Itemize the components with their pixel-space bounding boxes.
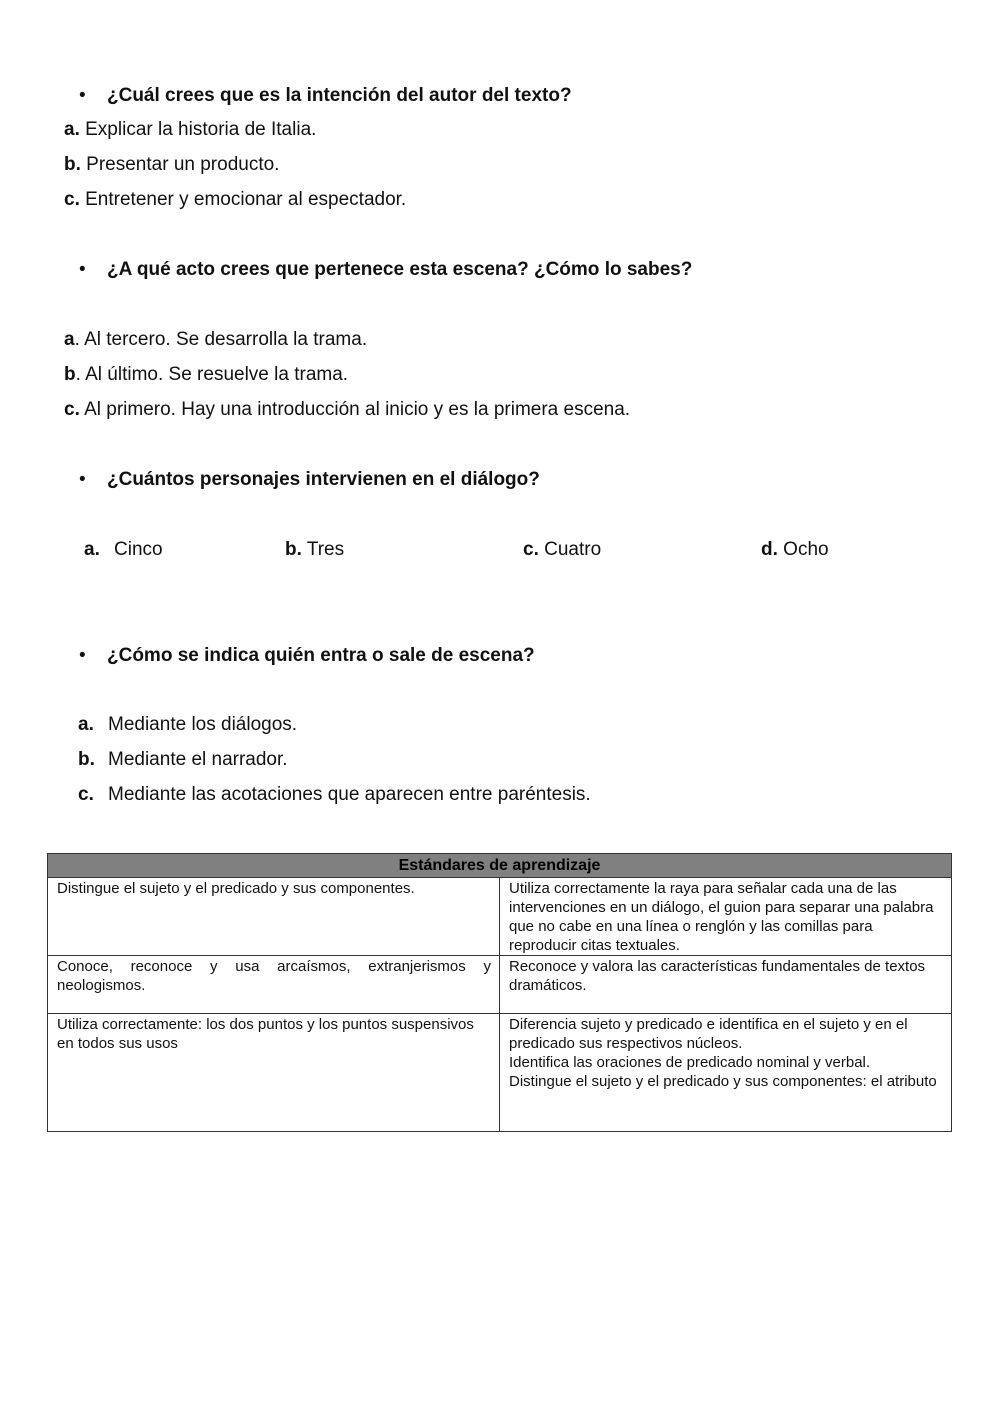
question-3-option-c[interactable] [523,539,601,561]
standards-cell [500,1014,952,1132]
standards-cell: Reconoce y valora las características fundamentales de textos dramáticos. [500,956,952,1014]
question-1-option-a[interactable] [64,119,316,141]
option-letter: a [64,329,75,350]
question-3-option-d[interactable] [761,539,829,561]
question-3-option-a[interactable] [84,539,163,561]
standards-cell: Distingue el sujeto y el predicado y sus componentes. [48,878,500,956]
standards-cell: Utiliza correctamente: los dos puntos y los puntos suspensivos en todos sus usos [48,1014,500,1132]
question-4-option-c[interactable] [78,784,591,806]
option-letter: c. [64,189,80,210]
option-letter: d. [761,539,778,560]
option-letter: b [64,364,76,385]
question-3: ¿Cuántos personajes intervienen en el diálogo? [107,469,540,490]
option-text: . Al último. Se resuelve la trama. [75,364,349,385]
bullet-icon: • [79,85,86,106]
option-text: Al primero. Hay una introducción al inicio y es la primera escena. [79,399,631,420]
option-text: . Al tercero. Se desarrolla la trama. [74,329,368,350]
bullet-icon: • [79,259,86,280]
option-letter: b. [64,154,81,175]
table-row [48,878,952,956]
option-text: Cinco [114,539,163,560]
option-letter: a. [78,714,94,735]
option-letter: c. [78,784,94,805]
option-text: Mediante los diálogos. [108,714,298,735]
question-2-option-b[interactable] [64,364,348,386]
option-text: Tres [301,539,345,560]
option-letter: a. [84,539,100,560]
option-letter: c. [64,399,80,420]
question-2: ¿A qué acto crees que pertenece esta escena? ¿Cómo lo sabes? [107,259,693,280]
option-letter: b. [285,539,302,560]
table-row [48,1014,952,1132]
option-letter: a. [64,119,80,140]
question-3-option-b[interactable] [285,539,344,561]
question-1-option-b[interactable] [64,154,279,176]
option-text: Mediante el narrador. [108,749,288,770]
standards-cell: Utiliza correctamente la raya para señalar cada una de las intervenciones en un diálogo, el guion para separar una palabra que no cabe en una línea o renglón y las comillas para reproducir citas textuales. [500,878,952,956]
option-text: Mediante las acotaciones que aparecen entre paréntesis. [108,784,591,805]
option-text: Presentar un producto. [80,154,280,175]
question-1: ¿Cuál crees que es la intención del autor del texto? [107,85,572,106]
option-text: Ocho [777,539,829,560]
standards-cell: Conoce, reconoce y usa arcaísmos, extranjerismos y neologismos. [48,956,500,1014]
question-2-option-a[interactable] [64,329,367,351]
option-letter: b. [78,749,95,770]
standards-line: Diferencia sujeto y predicado e identifica en el sujeto y en el predicado sus respectivos núcleos. [509,1016,908,1052]
option-text: Explicar la historia de Italia. [79,119,317,140]
option-text: Entretener y emocionar al espectador. [79,189,407,210]
standards-line: Identifica las oraciones de predicado nominal y verbal. [509,1054,871,1071]
standards-table [47,853,952,1132]
standards-line: Distingue el sujeto y el predicado y sus componentes: el atributo [509,1073,937,1090]
question-4-option-b[interactable] [78,749,288,771]
option-letter: c. [523,539,539,560]
bullet-icon: • [79,469,86,490]
question-2-option-c[interactable] [64,399,630,421]
bullet-icon: • [79,645,86,666]
option-text: Cuatro [538,539,602,560]
standards-title: Estándares de aprendizaje [48,854,952,878]
question-4: ¿Cómo se indica quién entra o sale de escena? [107,645,535,666]
question-1-option-c[interactable] [64,189,406,211]
question-4-option-a[interactable] [78,714,297,736]
table-row [48,956,952,1014]
